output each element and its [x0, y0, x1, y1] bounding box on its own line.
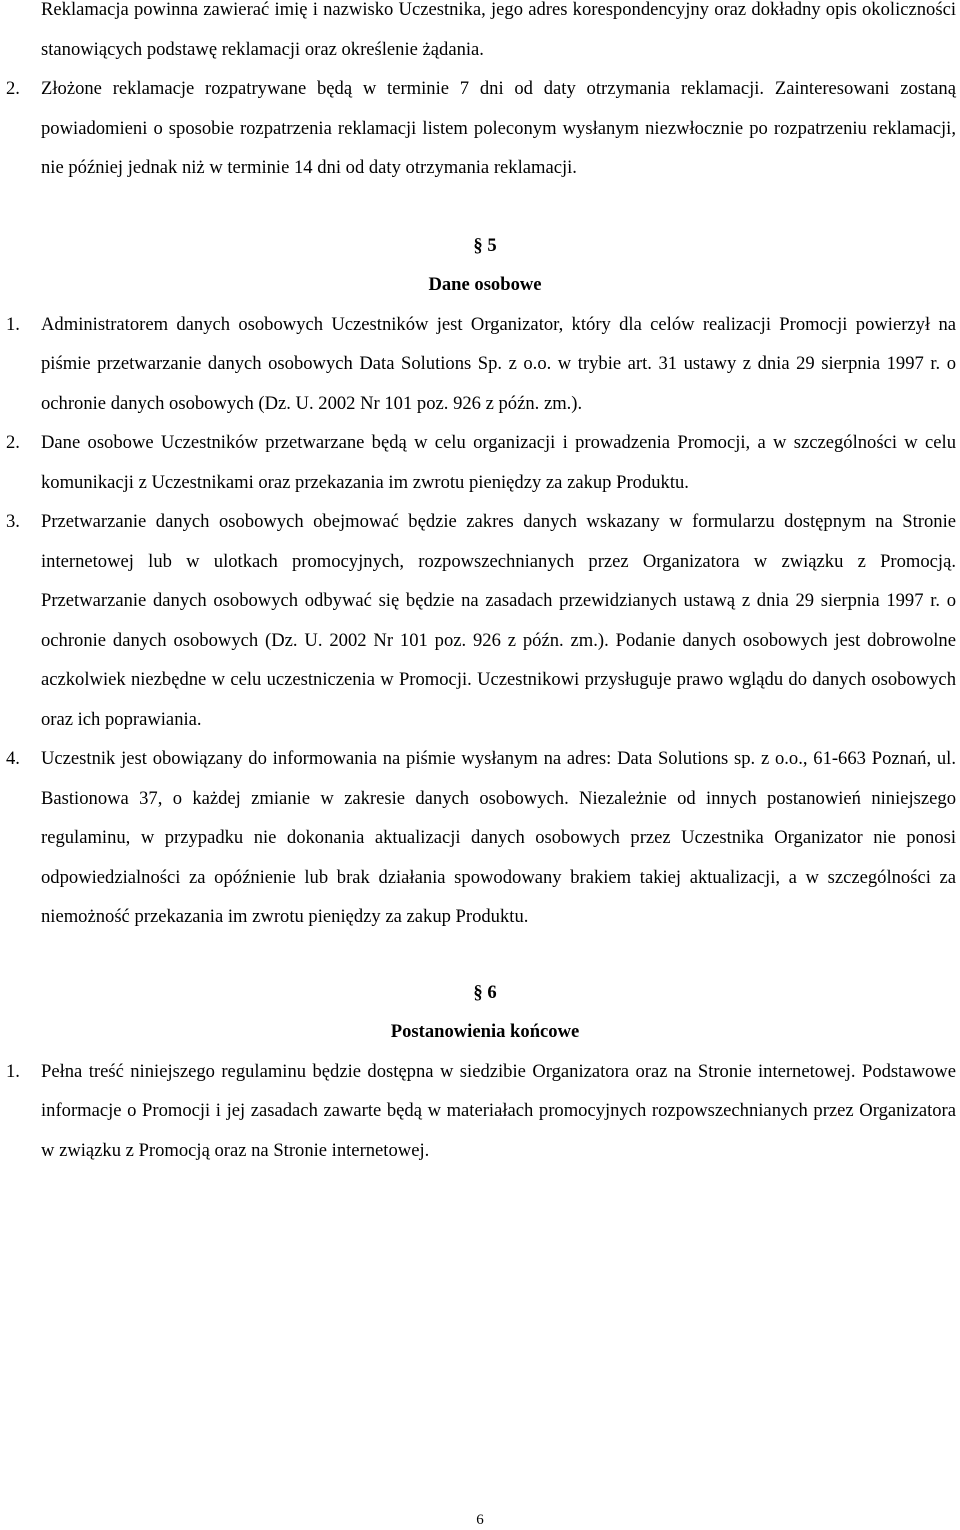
section-spacer	[0, 937, 960, 973]
item-number: 2.	[6, 432, 20, 453]
item-number: 1.	[6, 1060, 20, 1082]
section-spacer	[0, 188, 960, 226]
section-6-mark: § 6	[473, 981, 497, 1003]
item-number: 2.	[6, 78, 20, 99]
section-5-mark: § 5	[473, 234, 497, 256]
item-text: Pełna treść niniejszego regulaminu będzie dostępna w siedzibie Organizatora oraz na Stronie internetowej. Podstawowe informacje o Promocji i jej zasadach zawarte będą w materiałach promocyjnych rozpowszechnianych przez Organizatora w związku z Promocją oraz na Stronie internetowej.	[41, 1060, 956, 1161]
item-text: Uczestnik jest obowiązany do informowania na piśmie wysłanym na adres: Data Solutions sp. z o.o., 61-663 Poznań, ul. Bastionowa 37, o każdej zmianie w zakresie danych osobowych. Niezależnie od innych postanowień niniejszego regulaminu, w przypadku nie dokonania aktualizacji danych osobowych przez Uczestnika Organizator nie ponosi odpowiedzialności za opóźnienie lub brak działania spowodowany brakiem takiej aktualizacji, a w szczególności za niemożność przekazania im zwrotu pieniędzy za zakup Produktu.	[41, 748, 956, 927]
section-6-title: Postanowienia końcowe	[390, 1021, 580, 1042]
item-number: 4.	[6, 748, 20, 769]
intro-paragraph: Reklamacja powinna zawierać imię i nazwisko Uczestnika, jego adres korespondencyjny oraz dokładny opis okoliczności stanowiących podstawę reklamacji oraz określenie żądania.	[41, 0, 956, 60]
item-text: Złożone reklamacje rozpatrywane będą w terminie 7 dni od daty otrzymania reklamacji. Zainteresowani zostaną powiadomieni o sposobie rozpatrzenia reklamacji listem poleconym wysłanym niezwłocznie po rozpatrzeniu reklamacji, nie później jednak niż w terminie 14 dni od daty otrzymania reklamacji.	[41, 78, 956, 178]
item-text: Dane osobowe Uczestników przetwarzane będą w celu organizacji i prowadzenia Promocji, a w szczególności w celu komunikacji z Uczestnikami oraz przekazania im zwrotu pieniędzy za zakup Produktu.	[41, 432, 956, 493]
section-6-item-1	[0, 1052, 960, 1171]
section-5-item-1	[0, 305, 960, 424]
item-number: 1.	[6, 313, 20, 335]
item-text: Przetwarzanie danych osobowych obejmować będzie zakres danych wskazany w formularzu dostępnym na Stronie internetowej lub w ulotkach promocyjnych, rozpowszechnianych przez Organizatora w związku z Promocją. Przetwarzanie danych osobowych odbywać się będzie na zasadach przewidzianych ustawą z dnia 29 sierpnia 1997 r. o ochronie danych osobowych (Dz. U. 2002 Nr 101 poz. 926 z późn. zm.). Podanie danych osobowych jest dobrowolne aczkolwiek niezbędne w celu uczestniczenia w Promocji. Uczestnikowi przysługuje prawo wglądu do danych osobowych oraz ich poprawiania.	[41, 511, 956, 730]
section-5-item-2	[0, 423, 960, 502]
section-5-item-3	[0, 502, 960, 739]
section-5-item-4	[0, 739, 960, 937]
complaint-item-2	[0, 69, 960, 188]
item-text: Administratorem danych osobowych Uczestników jest Organizator, który dla celów realizacji Promocji powierzył na piśmie przetwarzanie danych osobowych Data Solutions Sp. z o.o. w trybie art. 31 ustawy z dnia 29 sierpnia 1997 r. o ochronie danych osobowych (Dz. U. 2002 Nr 101 poz. 926 z późn. zm.).	[41, 313, 956, 414]
item-number: 3.	[6, 511, 20, 532]
section-5-title: Dane osobowe	[428, 274, 542, 295]
page-number: 6	[476, 1512, 484, 1528]
